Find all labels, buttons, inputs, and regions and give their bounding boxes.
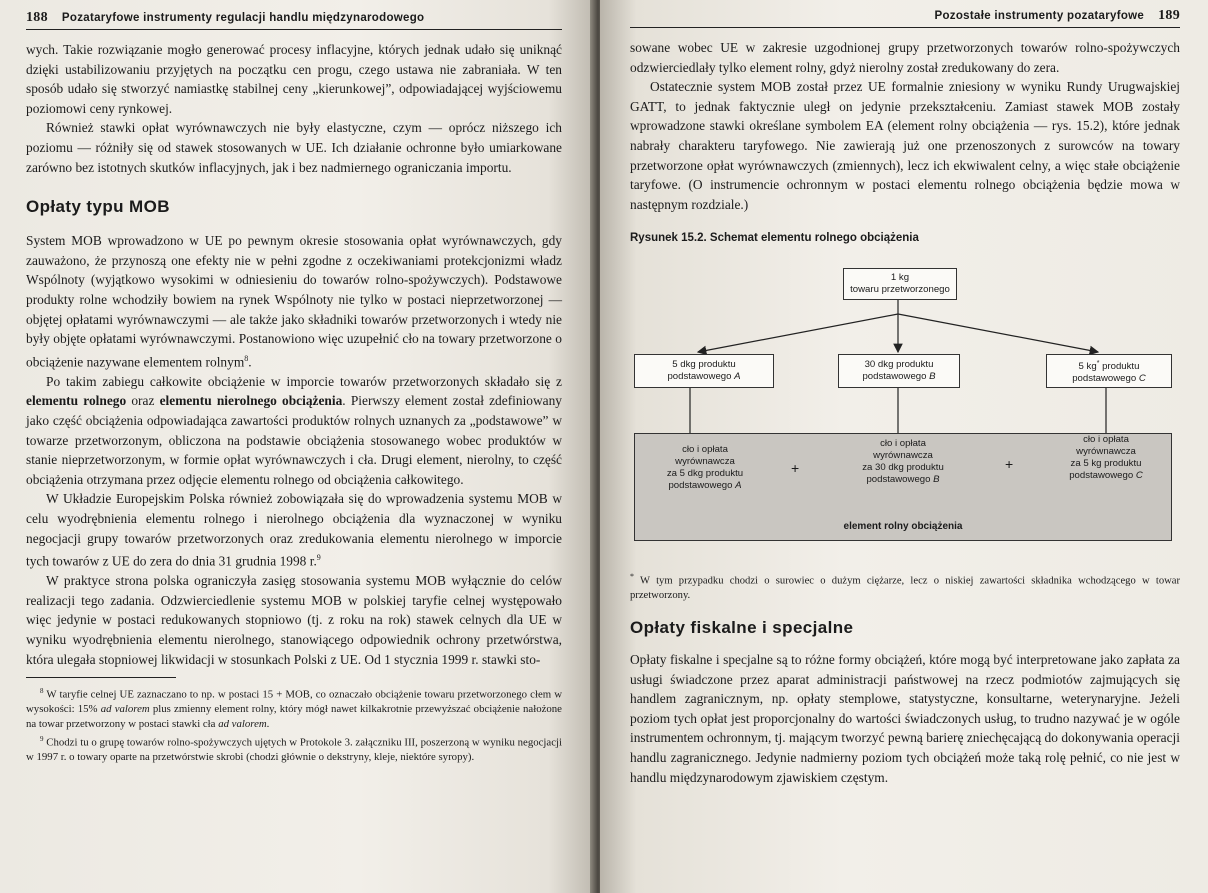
cell-line (1045, 470, 1167, 482)
cell-line: cło i opłata (682, 444, 728, 456)
paragraph: Również stawki opłat wyrównawczych nie były elastyczne, czym — oprócz niższego ich poziomu — różniły się od stawek stosowanych w UE. Ich działanie ochronne było umiarkowane zarówno bez istotnych skutków inflacyjnych, jak i bez nadmiernego ograniczania importu. (26, 120, 562, 175)
band-cell-c (1045, 434, 1167, 482)
figure-note (630, 570, 1180, 604)
footnote-text: Chodzi tu o grupę towarów rolno-spożywczych ujętych w Protokole 3. załączniku III, poszerzoną w wyniku negocjacji w 1997 r. o towary oparte na przetwórstwie skrobi (chodzi głównie o dekstryny, kleje, niektóre syropy). (26, 736, 562, 763)
cell-line: wyrównawcza (873, 450, 933, 462)
box-text (1079, 358, 1140, 373)
box-text (667, 371, 740, 383)
paragraph: Ostatecznie system MOB został przez UE formalnie zniesiony w wyniku Rundy Urugwajskiej GATT, to jednak faktycznie uległ on jedynie przekształceniu. Zamiast stawek MOB zostały wprowadzone stawki określane symbolem EA (element rolny obciążenia — rys. 15.2), które jednak nabrały charakteru taryfowego. Nie zawierają już one przenoszonych z surowców na towary przetworzone opłat wyrównawczych (zmiennych), lecz ich ekwiwalent celny, a więc stałe obciążenie taryfowe. (O instrumencie ochronnym w postaci elementu rolnego obciążenia będzie mowa w następnym rozdziale.) (630, 79, 1180, 212)
cell-letter: B (933, 474, 940, 486)
note-mark: * (630, 572, 634, 582)
footnote (26, 684, 562, 731)
footnote-italic: ad valorem (218, 717, 267, 730)
box-text-part: podstawowego (667, 371, 735, 383)
cell-text: podstawowego (668, 480, 736, 492)
paragraph-text: . (248, 354, 252, 370)
footnote-ref[interactable]: 9 (316, 553, 321, 563)
bold-term: elementu nierolnego obciążenia (159, 393, 343, 409)
page-number: 189 (1158, 8, 1180, 23)
paragraph-text: System MOB wprowadzono w UE po pewnym okresie stosowania opłat wyrównawczych, gdy zauważono, że przynoszą one efekty nie w pełni zgodne z oczekiwaniami protekcjonizmi władz Wspólnoty (wyjątkowo wysokimi w odniesieniu do towarów rolno-spożywczych). Podstawowe produkty rolne wchodziły bowiem na rynek Wspólnoty nie tylko w postaci nieprzetworzonej — objętej opłatami wyrównawczymi — ale także jako składniki towarów przetworzonych i wtedy nie były objęte opłatami wyrównawczymi. Postanowiono więc uzupełnić cło na towary przetworzone o obciążenie nazywane elementem rolnym (26, 233, 562, 370)
box-letter: B (929, 371, 936, 383)
footnote-rule (26, 677, 176, 678)
cell-line (839, 474, 967, 486)
band-label: element rolny obciążenia (843, 521, 963, 533)
paragraph-text: W Układzie Europejskim Polska również zobowiązała się do wprowadzenia systemu MOB w celu wyodrębnienia elementu rolnego i nierolnego obciążenia dla wyznaczonej w wyniku negocjacji grupy towarów przetworzonych oraz zredukowania elementu nierolnego w imporcie tych towarów z UE do zera do dnia 31 grudnia 1998 r. (26, 491, 562, 569)
paragraph: sowane wobec UE w zakresie uzgodnionej grupy przetworzonych towarów rolno-spożywczych odzwierciedlały tylko element rolny, gdyż nierolny został zredukowany do zera. (630, 40, 1180, 75)
footnote-text: W taryfie celnej UE zaznaczano to np. w postaci 15 + MOB, co oznaczało obciążenie towaru przetworzonego cłem w wysokości: 15% (26, 688, 562, 716)
box-text-part: podstawowego (862, 371, 930, 383)
right-page (600, 0, 1208, 893)
box-text (1072, 373, 1146, 385)
box-text-part: podstawowego (1072, 372, 1139, 384)
box-letter: A (734, 371, 741, 383)
paragraph: Opłaty fiskalne i specjalne są to różne formy obciążeń, które mogą być interpretowane jako zapłata za usługi świadczone przez aparat administracji państwowej na rzecz podmiotów zajmujących się handlem zagranicznym, np. opłaty stemplowe, statystyczne, konsultarne, weterynaryjne. Jeżeli poziom tych opłat jest proporcjonalny do wartości świadczonych usług, to trudno nazywać je w ogóle instrumentem ochronnym, tj. mającym tworzyć pewną barierę zniechęcającą do dokonywania operacji handlu zagranicznego. Jedynie nadmierny poziom tych obciążeń może taką rolę pełnić, co nie jest w handlu międzynarodowym zjawiskiem częstym. (630, 652, 1180, 785)
running-head-title: Pozostałe instrumenty pozataryfowe (934, 10, 1145, 22)
paragraph: wych. Takie rozwiązanie mogło generować procesy inflacyjne, których jednak udało się uniknąć dzięki ustabilizowaniu przyjętych na początku cen progu, czego ustawa nie zabraniała. W ten sposób udało się stworzyć namiastkę stabilnej ceny „kierunkowej”, odpowiadającej wyjściowemu poziomowi ceny rynkowej. (26, 42, 562, 116)
box-product-c (1046, 354, 1172, 388)
box-text: 1 kg (890, 272, 910, 284)
plus-sign: + (791, 460, 800, 477)
paragraph (26, 372, 562, 490)
cell-text: podstawowego (1069, 470, 1136, 482)
cell-line: za 5 dkg produktu (666, 468, 744, 480)
box-letter: C (1138, 372, 1146, 384)
cell-line: wyrównawcza (1076, 446, 1136, 458)
paragraph: W praktyce strona polska ograniczyła zasięg stosowania systemu MOB wyłącznie do celów realizacji tego zadania. Odzwierciedlenie systemu MOB w polskiej taryfie celnej występowało więc jedynie w postaci redukowanych stopniowo (tj. z roku na rok) stawek celnych dla UE w wyniku wyodrębnienia elementu nierolnego, stanowiącego odpowiednik ochrony przetwórstwa, która ulegała stopniowej likwidacji w stosunkach Polski z UE. Od 1 stycznia 1999 r. stawki sto- (26, 573, 562, 667)
box-text (862, 371, 935, 383)
cell-text: podstawowego (866, 474, 934, 486)
box-text: 5 dkg produktu (672, 359, 736, 371)
agricultural-component-band (634, 433, 1172, 541)
paragraph-text: oraz (126, 393, 160, 409)
note-text: W tym przypadku chodzi o surowiec o dużym ciężarze, lecz o niskiej zawartości składnika wchodzącego w towar przetworzony. (630, 575, 1180, 602)
section-heading: Opłaty typu MOB (26, 197, 170, 217)
footnote-text: plus zmienny element rolny, który mógł nawet kilkakrotnie przewyższać obciążenie nałożone na towar przetworzony w postaci stawki cła (26, 703, 562, 730)
box-product-a (634, 354, 774, 388)
paragraph-text: Po takim zabiegu całkowite obciążenie w imporcie towarów przetworzonych składało się z (46, 373, 562, 389)
box-product-b (838, 354, 960, 388)
cell-line: za 30 dkg produktu (862, 462, 944, 474)
figure-diagram (630, 250, 1178, 562)
footnote-ref[interactable]: 8 (244, 353, 249, 363)
band-cell-b (839, 438, 967, 486)
running-head-right (630, 8, 1180, 28)
box-text-part: 5 kg (1078, 360, 1097, 372)
cell-line: za 5 kg produktu (1070, 458, 1142, 470)
cell-line: cło i opłata (1083, 434, 1129, 446)
bold-term: elementu rolnego (26, 393, 127, 409)
running-head-left (26, 10, 562, 30)
footnote (26, 732, 562, 765)
box-text: 30 dkg produktu (864, 359, 934, 371)
cell-line: cło i opłata (880, 438, 926, 450)
paragraph (26, 231, 562, 372)
left-page (0, 0, 596, 893)
box-text: towaru przetworzonego (850, 284, 950, 296)
cell-line (645, 480, 765, 492)
footnote-text: . (266, 717, 270, 730)
box-text-part: produktu (1099, 360, 1140, 372)
footnote-italic: ad valorem (100, 703, 150, 716)
band-cell-a (645, 444, 765, 492)
cell-line: wyrównawcza (675, 456, 735, 468)
cell-letter: C (1135, 470, 1143, 482)
box-processed-good (843, 268, 957, 300)
footnote-mark: 8 (40, 687, 44, 696)
running-head-title: Pozataryfowe instrumenty regulacji handlu międzynarodowego (61, 12, 425, 24)
page-number: 188 (26, 10, 48, 25)
plus-sign: + (1005, 456, 1014, 473)
paragraph (26, 489, 562, 571)
box-asterisk: * (1096, 359, 1100, 367)
paragraph-text: . Pierwszy element został zdefiniowany jako część obciążenia odpowiadająca zawartości produktów rolnych uznanych za „podstawowe” w towarze przetworzonym, obliczona na podstawie obciążenia stosowanego wobec produktów w stanie nieprzetworzonym, w formie opłat wyrównawczych i cła. Drugi element, nierolny, to część obciążenia otrzymana przez odjęcie elementu rolnego od obciążenia całkowitego. (26, 393, 562, 487)
figure-title: Rysunek 15.2. Schemat elementu rolnego obciążenia (630, 232, 919, 245)
section-heading: Opłaty fiskalne i specjalne (630, 618, 854, 638)
cell-letter: A (735, 480, 742, 492)
footnote-mark: 9 (40, 734, 44, 743)
